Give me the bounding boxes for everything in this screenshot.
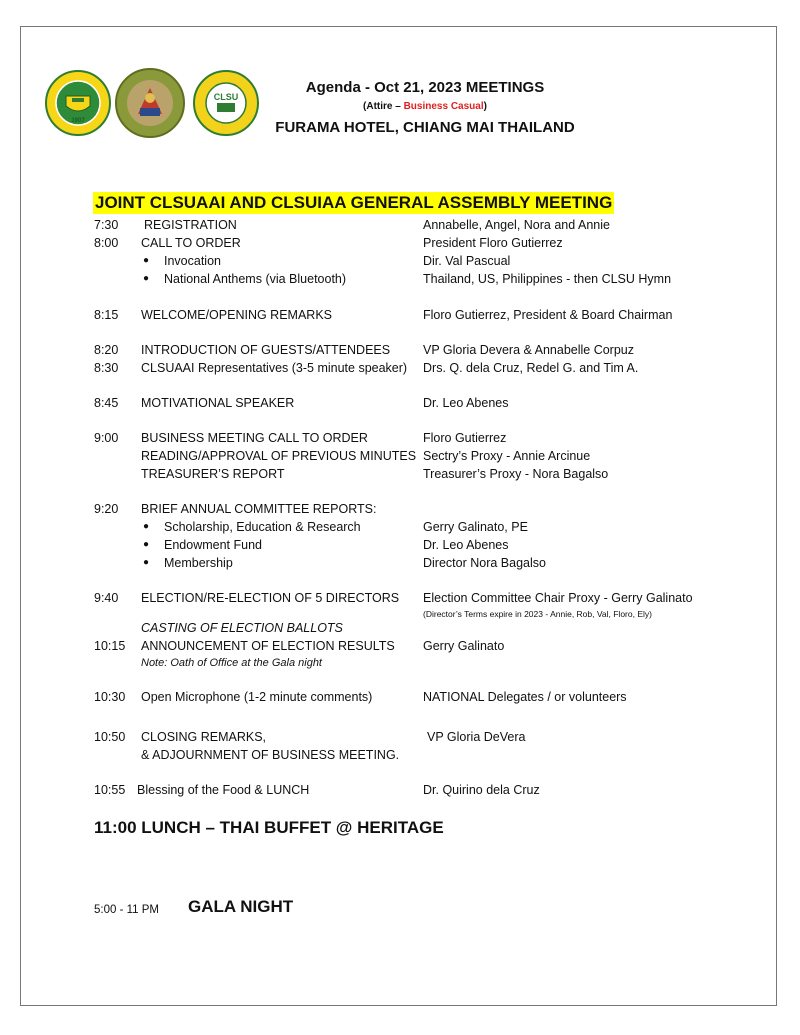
- agenda-responsible: NATIONAL Delegates / or volunteers: [423, 690, 627, 704]
- agenda-activity: CLOSING REMARKS,: [141, 730, 267, 744]
- agenda-row: [0, 216, 800, 234]
- agenda-time: 9:40: [94, 591, 119, 605]
- agenda-responsible: Director Nora Bagalso: [423, 556, 546, 570]
- agenda-responsible: Annabelle, Angel, Nora and Annie: [423, 218, 610, 232]
- section-title: JOINT CLSUAAI AND CLSUIAA GENERAL ASSEMBLY MEETING: [95, 193, 613, 212]
- agenda-time: 8:20: [94, 343, 119, 357]
- agenda-time: 10:15: [94, 639, 126, 653]
- attire-suffix: ): [483, 101, 487, 112]
- agenda-responsible: Dr. Leo Abenes: [423, 396, 509, 410]
- agenda-activity: Scholarship, Education & Research: [164, 520, 361, 534]
- venue: FURAMA HOTEL, CHIANG MAI THAILAND: [275, 119, 575, 136]
- agenda-time: 10:30: [94, 690, 126, 704]
- agenda-row: [0, 234, 800, 252]
- agenda-responsible: Treasurer’s Proxy - Nora Bagalso: [423, 467, 609, 481]
- svg-text:CLSU: CLSU: [213, 92, 239, 102]
- agenda-row: [0, 637, 800, 655]
- oath-note: Note: Oath of Office at the Gala night: [141, 657, 322, 669]
- agenda-responsible: VP Gloria DeVera: [427, 730, 526, 744]
- svg-text:1907: 1907: [71, 118, 85, 124]
- agenda-activity: CLSUAAI Representatives (3-5 minute speaker): [141, 361, 408, 375]
- agenda-row: [0, 536, 800, 554]
- bullet-icon: ●: [142, 255, 150, 266]
- agenda-activity: WELCOME/OPENING REMARKS: [141, 308, 332, 322]
- agenda-time: 8:15: [94, 308, 119, 322]
- agenda-responsible: Floro Gutierrez: [423, 431, 507, 445]
- agenda-row: [0, 746, 800, 764]
- agenda-time: 9:00: [94, 431, 119, 445]
- agenda-activity: & ADJOURNMENT OF BUSINESS MEETING.: [141, 748, 400, 762]
- agenda-time: 10:50: [94, 730, 126, 744]
- agenda-row: [0, 447, 800, 465]
- agenda-row: [0, 619, 800, 637]
- agenda-responsible: Gerry Galinato, PE: [423, 520, 528, 534]
- agenda-activity: REGISTRATION: [144, 218, 237, 232]
- agenda-row: [0, 465, 800, 483]
- bullet-icon: ●: [142, 273, 150, 284]
- agenda-activity: National Anthems (via Bluetooth): [164, 272, 347, 286]
- agenda-activity: Invocation: [164, 254, 221, 268]
- agenda-activity: Open Microphone (1-2 minute comments): [141, 690, 373, 704]
- agenda-row: [0, 781, 800, 799]
- agenda-activity: READING/APPROVAL OF PREVIOUS MINUTES: [141, 449, 417, 463]
- agenda-row: [0, 252, 800, 270]
- agenda-time: 9:20: [94, 502, 119, 516]
- agenda-row: [0, 728, 800, 746]
- agenda-responsible: Election Committee Chair Proxy - Gerry Galinato: [423, 591, 693, 605]
- attire-prefix: (Attire –: [363, 101, 404, 112]
- clsu-seal-logo: [45, 70, 111, 136]
- agenda-row: [0, 359, 800, 377]
- agenda-note-row: [0, 605, 800, 619]
- agenda-activity: INTRODUCTION OF GUESTS/ATTENDEES: [141, 343, 391, 357]
- agenda-row: [0, 394, 800, 412]
- attire-value: Business Casual: [403, 101, 484, 112]
- bullet-icon: ●: [142, 557, 150, 568]
- agenda-activity: ANNOUNCEMENT OF ELECTION RESULTS: [141, 639, 395, 653]
- agenda-activity: CASTING OF ELECTION BALLOTS: [141, 621, 343, 635]
- agenda-row: [0, 688, 800, 706]
- agenda-responsible: Dr. Leo Abenes: [423, 538, 509, 552]
- agenda-activity: Blessing of the Food & LUNCH: [137, 783, 310, 797]
- agenda-responsible: Thailand, US, Philippines - then CLSU Hymn: [423, 272, 672, 286]
- agenda-activity: MOTIVATIONAL SPEAKER: [141, 396, 295, 410]
- bullet-icon: ●: [142, 521, 150, 532]
- document-title: Agenda - Oct 21, 2023 MEETINGS: [305, 79, 545, 96]
- agenda-responsible: Dr. Quirino dela Cruz: [423, 783, 540, 797]
- attire-note: [250, 101, 600, 112]
- agenda-activity: BUSINESS MEETING CALL TO ORDER: [141, 431, 368, 445]
- agenda-time: 10:55: [94, 783, 126, 797]
- gala-heading: GALA NIGHT: [188, 897, 294, 916]
- agenda-activity: ELECTION/RE-ELECTION OF 5 DIRECTORS: [141, 591, 400, 605]
- lunch-heading: 11:00 LUNCH – THAI BUFFET @ HERITAGE: [94, 818, 444, 837]
- gala-time: 5:00 - 11 PM: [94, 904, 159, 916]
- agenda-activity: BRIEF ANNUAL COMMITTEE REPORTS:: [141, 502, 377, 516]
- agenda-activity: Membership: [164, 556, 233, 570]
- agenda-responsible: Gerry Galinato: [423, 639, 505, 653]
- agenda-row: [0, 500, 800, 518]
- agenda-responsible: Floro Gutierrez, President & Board Chairman: [423, 308, 673, 322]
- agenda-row: [0, 518, 800, 536]
- director-terms-note: (Director’s Terms expire in 2023 - Annie, Rob, Val, Floro, Ely): [423, 609, 652, 619]
- agenda-activity: CALL TO ORDER: [141, 236, 241, 250]
- agenda-time: 8:30: [94, 361, 119, 375]
- agenda-time: 8:45: [94, 396, 119, 410]
- clsu-university-logo: [114, 68, 186, 138]
- bullet-icon: ●: [142, 539, 150, 550]
- agenda-row: [0, 341, 800, 359]
- agenda-responsible: President Floro Gutierrez: [423, 236, 563, 250]
- agenda-responsible: Drs. Q. dela Cruz, Redel G. and Tim A.: [423, 361, 639, 375]
- agenda-row: [0, 306, 800, 324]
- agenda-row: [0, 429, 800, 447]
- agenda-responsible: VP Gloria Devera & Annabelle Corpuz: [423, 343, 634, 357]
- agenda-row: [0, 270, 800, 288]
- agenda-responsible: Dir. Val Pascual: [423, 254, 511, 268]
- agenda-activity: Endowment Fund: [164, 538, 262, 552]
- agenda-time: 8:00: [94, 236, 119, 250]
- agenda-responsible: Sectry’s Proxy - Annie Arcinue: [423, 449, 591, 463]
- agenda-row: [0, 654, 800, 672]
- agenda-time: 7:30: [94, 218, 119, 232]
- agenda-activity: TREASURER’S REPORT: [141, 467, 285, 481]
- agenda-row: [0, 554, 800, 572]
